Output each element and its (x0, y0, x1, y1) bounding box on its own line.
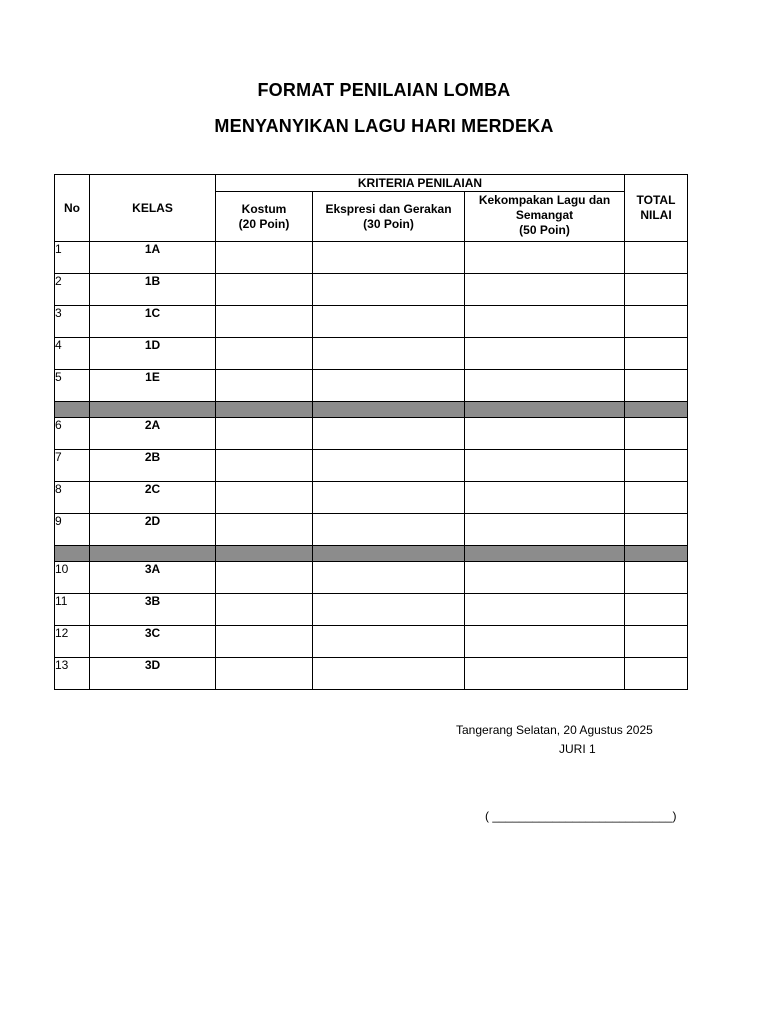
separator-cell (216, 546, 313, 562)
cell-kelas: 1A (90, 242, 216, 274)
criterion-name: Kostum (241, 201, 287, 216)
cell-total[interactable] (625, 370, 688, 402)
cell-total[interactable] (625, 338, 688, 370)
cell-kekompakan[interactable] (465, 514, 625, 546)
cell-ekspresi[interactable] (313, 562, 465, 594)
cell-kekompakan[interactable] (465, 562, 625, 594)
cell-kostum[interactable] (216, 242, 313, 274)
cell-total[interactable] (625, 242, 688, 274)
header-total-line1: TOTAL (636, 193, 676, 207)
cell-total[interactable] (625, 482, 688, 514)
cell-kekompakan[interactable] (465, 450, 625, 482)
cell-total[interactable] (625, 514, 688, 546)
cell-ekspresi[interactable] (313, 594, 465, 626)
cell-no: 1 (55, 242, 90, 274)
signature-name-line: ( ___________________________) (485, 809, 677, 823)
criterion-name: Ekspresi dan Gerakan (325, 201, 452, 216)
cell-total[interactable] (625, 562, 688, 594)
cell-kostum[interactable] (216, 274, 313, 306)
cell-ekspresi[interactable] (313, 482, 465, 514)
cell-kelas: 3A (90, 562, 216, 594)
cell-kelas: 1B (90, 274, 216, 306)
criterion-points: (30 Poin) (363, 216, 414, 231)
cell-kostum[interactable] (216, 482, 313, 514)
cell-ekspresi[interactable] (313, 242, 465, 274)
cell-kelas: 2D (90, 514, 216, 546)
table-row (55, 482, 688, 514)
signature-role: JURI 1 (559, 742, 596, 756)
cell-kelas: 1E (90, 370, 216, 402)
cell-kekompakan[interactable] (465, 370, 625, 402)
table-row (55, 338, 688, 370)
separator-cell (313, 546, 465, 562)
cell-no: 3 (55, 306, 90, 338)
cell-kostum[interactable] (216, 370, 313, 402)
cell-ekspresi[interactable] (313, 658, 465, 690)
cell-kekompakan[interactable] (465, 338, 625, 370)
separator-cell (313, 402, 465, 418)
cell-no: 5 (55, 370, 90, 402)
table-row (55, 370, 688, 402)
cell-kostum[interactable] (216, 562, 313, 594)
cell-no: 12 (55, 626, 90, 658)
criterion-points: (20 Poin) (238, 216, 290, 231)
cell-ekspresi[interactable] (313, 626, 465, 658)
cell-kelas: 2B (90, 450, 216, 482)
grade-separator-row (55, 402, 688, 418)
cell-no: 8 (55, 482, 90, 514)
cell-total[interactable] (625, 450, 688, 482)
cell-total[interactable] (625, 306, 688, 338)
cell-kekompakan[interactable] (465, 418, 625, 450)
cell-total[interactable] (625, 274, 688, 306)
cell-kekompakan[interactable] (465, 242, 625, 274)
cell-kostum[interactable] (216, 658, 313, 690)
separator-cell (625, 546, 688, 562)
cell-no: 4 (55, 338, 90, 370)
signature-place-date: Tangerang Selatan, 20 Agustus 2025 (456, 723, 653, 737)
cell-no: 11 (55, 594, 90, 626)
cell-kekompakan[interactable] (465, 594, 625, 626)
separator-cell (465, 402, 625, 418)
cell-ekspresi[interactable] (313, 514, 465, 546)
separator-cell (465, 546, 625, 562)
separator-cell (55, 402, 90, 418)
cell-total[interactable] (625, 658, 688, 690)
cell-kostum[interactable] (216, 418, 313, 450)
table-row (55, 306, 688, 338)
cell-no: 13 (55, 658, 90, 690)
cell-ekspresi[interactable] (313, 450, 465, 482)
header-kriteria: KRITERIA PENILAIAN (216, 175, 625, 192)
separator-cell (216, 402, 313, 418)
cell-kelas: 3B (90, 594, 216, 626)
table-row (55, 242, 688, 274)
cell-kekompakan[interactable] (465, 658, 625, 690)
cell-kekompakan[interactable] (465, 274, 625, 306)
separator-cell (90, 546, 216, 562)
table-row (55, 562, 688, 594)
table-row (55, 450, 688, 482)
table-row (55, 418, 688, 450)
table-row (55, 274, 688, 306)
separator-cell (55, 546, 90, 562)
cell-no: 9 (55, 514, 90, 546)
header-kostum (216, 192, 313, 242)
cell-kostum[interactable] (216, 306, 313, 338)
criterion-name: Kekompakan Lagu dan Semangat (478, 193, 611, 222)
cell-ekspresi[interactable] (313, 370, 465, 402)
scoring-table (54, 174, 688, 690)
table-row (55, 658, 688, 690)
cell-ekspresi[interactable] (313, 306, 465, 338)
header-ekspresi (313, 192, 465, 242)
cell-kekompakan[interactable] (465, 482, 625, 514)
cell-no: 6 (55, 418, 90, 450)
cell-kostum[interactable] (216, 450, 313, 482)
cell-kelas: 3C (90, 626, 216, 658)
table-row (55, 514, 688, 546)
header-total-line2: NILAI (640, 208, 672, 222)
cell-kostum[interactable] (216, 338, 313, 370)
cell-kelas: 1D (90, 338, 216, 370)
cell-total[interactable] (625, 418, 688, 450)
criterion-points: (50 Poin) (519, 223, 570, 237)
cell-no: 7 (55, 450, 90, 482)
cell-total[interactable] (625, 626, 688, 658)
grade-separator-row (55, 546, 688, 562)
header-no: No (55, 175, 90, 242)
cell-no: 2 (55, 274, 90, 306)
separator-cell (625, 402, 688, 418)
separator-cell (90, 402, 216, 418)
cell-total[interactable] (625, 594, 688, 626)
cell-kekompakan[interactable] (465, 626, 625, 658)
document-title: FORMAT PENILAIAN LOMBA (257, 80, 511, 100)
table-row (55, 594, 688, 626)
header-kekompakan (465, 192, 625, 242)
header-kelas: KELAS (90, 175, 216, 242)
cell-kostum[interactable] (216, 626, 313, 658)
header-total-nilai (625, 175, 688, 242)
cell-no: 10 (55, 562, 90, 594)
cell-ekspresi[interactable] (313, 418, 465, 450)
cell-kelas: 2C (90, 482, 216, 514)
cell-kostum[interactable] (216, 514, 313, 546)
cell-ekspresi[interactable] (313, 338, 465, 370)
cell-kelas: 3D (90, 658, 216, 690)
cell-kostum[interactable] (216, 594, 313, 626)
table-row (55, 626, 688, 658)
document-subtitle: MENYANYIKAN LAGU HARI MERDEKA (214, 116, 554, 136)
cell-kelas: 1C (90, 306, 216, 338)
cell-kekompakan[interactable] (465, 306, 625, 338)
cell-kelas: 2A (90, 418, 216, 450)
cell-ekspresi[interactable] (313, 274, 465, 306)
